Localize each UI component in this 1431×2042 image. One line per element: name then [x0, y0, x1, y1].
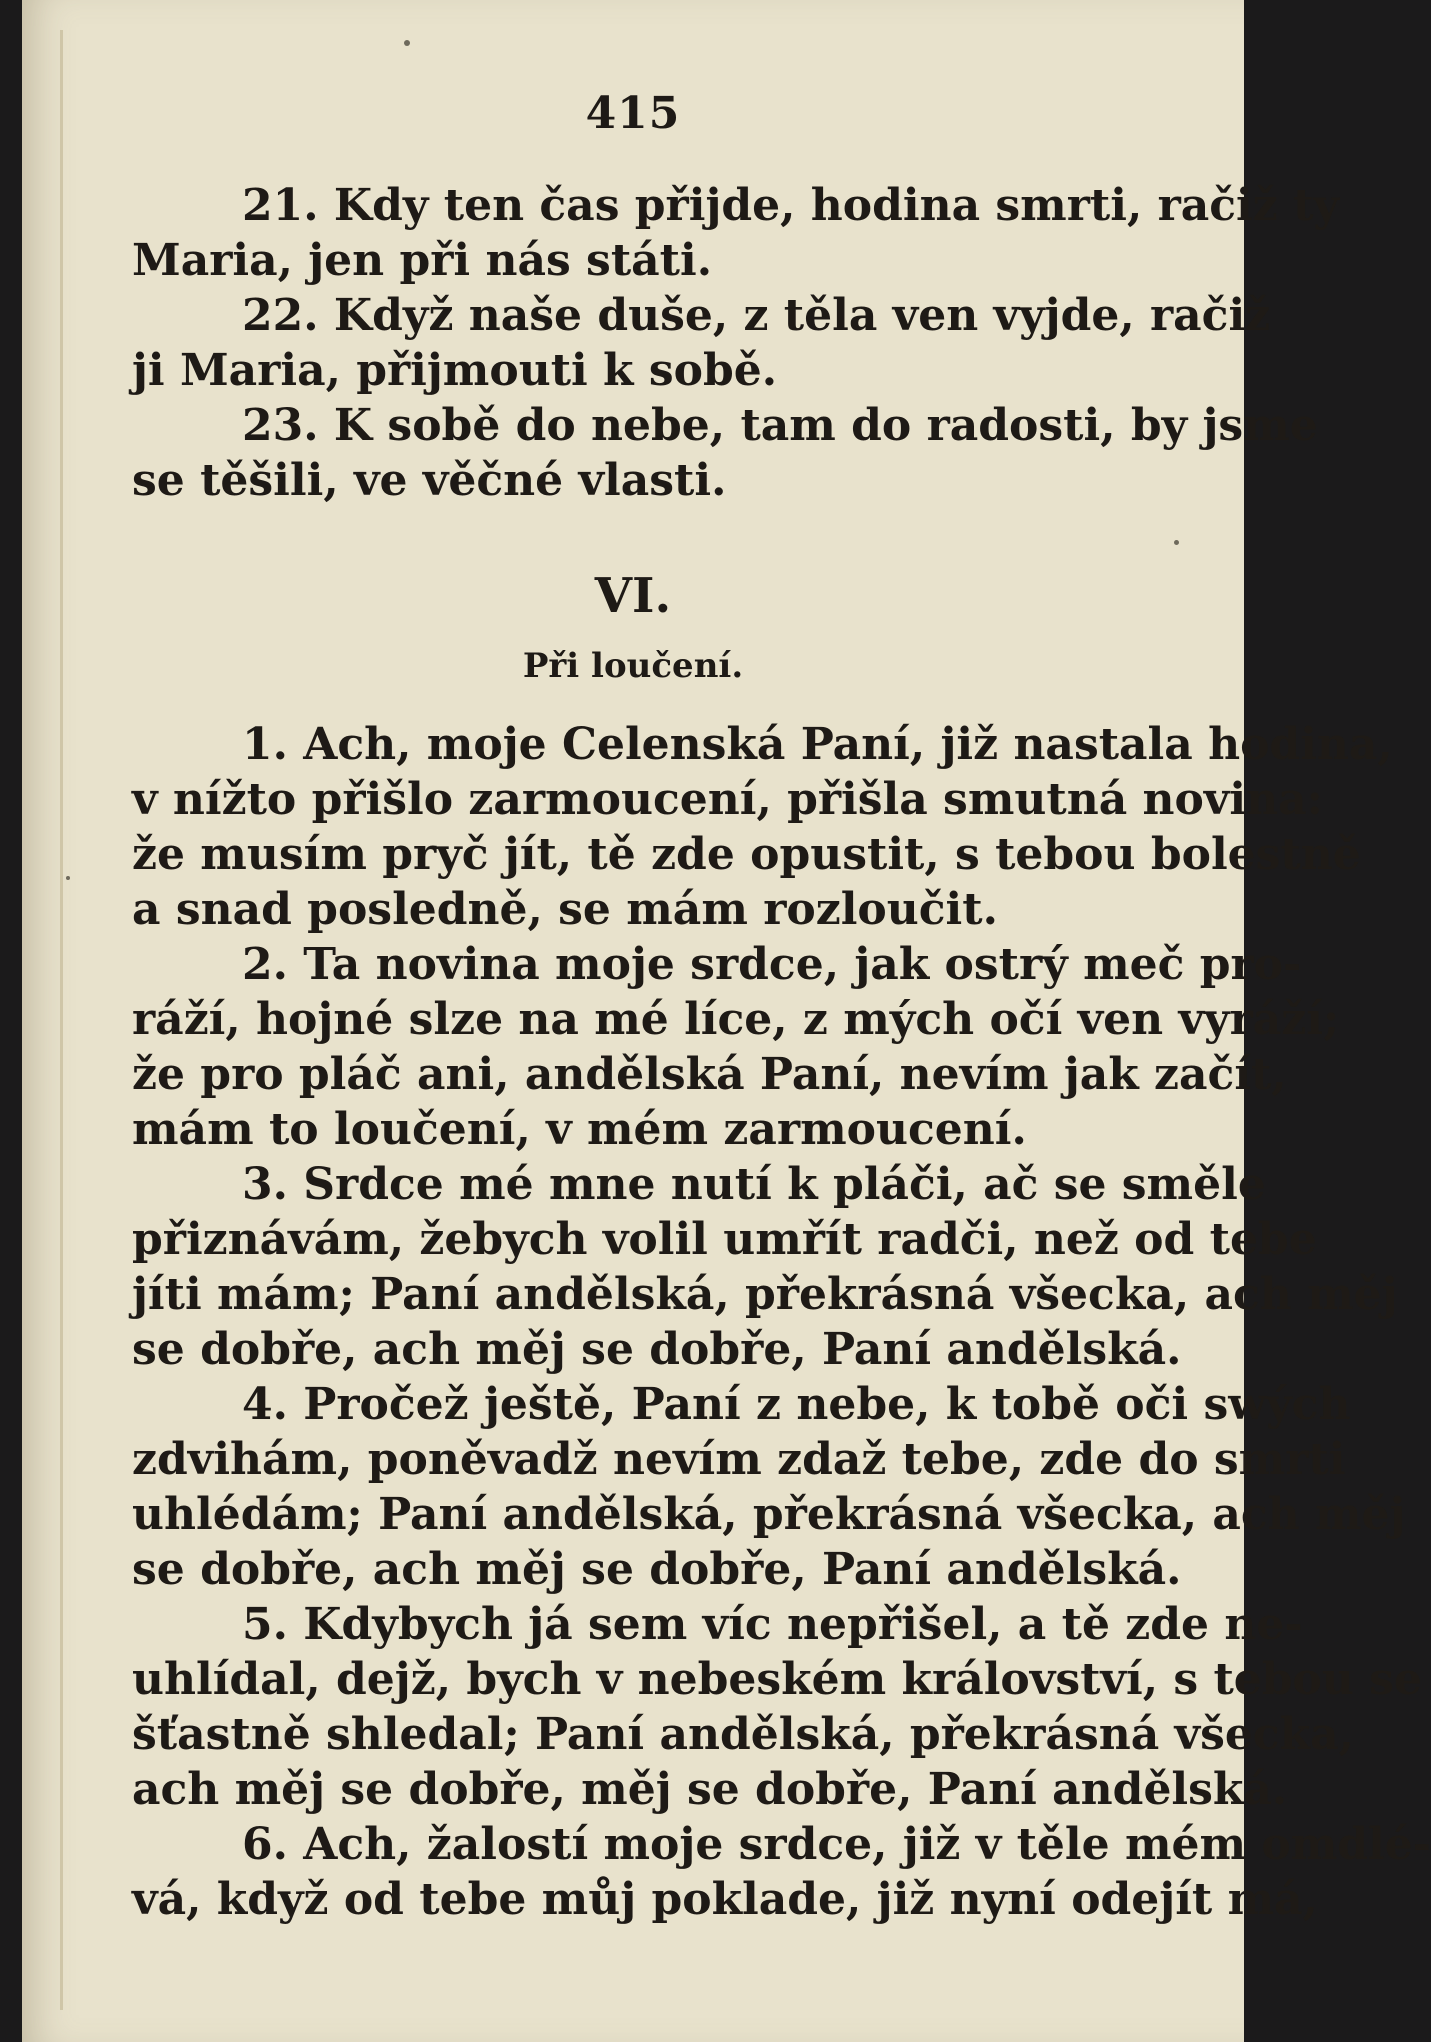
hymn-body: [132, 717, 1431, 1927]
previous-hymn-ending: [132, 178, 1339, 508]
text-line: 23. K sobě do nebe, tam do radosti, by jsme: [242, 400, 1318, 451]
verse-line: uhlédám; Paní andělská, překrásná všecka, ach měj: [132, 1489, 1406, 1540]
verse-line: přiznávám, žebych volil umřít radči, než od tebe: [132, 1214, 1317, 1265]
verse-line: se dobře, ach měj se dobře, Paní andělská.: [132, 1324, 1182, 1375]
text-line: 22. Když naše duše, z těla ven vyjde, račiž: [242, 290, 1271, 341]
verse-line: se dobře, ach měj se dobře, Paní andělská.: [132, 1544, 1182, 1595]
verse-line: zdvihám, poněvadž nevím zdaž tebe, zde do smrti: [132, 1434, 1346, 1485]
verse-line: 1. Ach, moje Celenská Paní, již nastala hodina,: [242, 719, 1393, 770]
page-number: 415: [585, 88, 681, 139]
text-line: 21. Kdy ten čas přijde, hodina smrti, račiž ty: [242, 180, 1339, 231]
verse-line: mám to loučení, v mém zarmoucení.: [132, 1104, 1027, 1155]
verse-line: jíti mám; Paní andělská, překrásná všecka, ach měj: [132, 1269, 1398, 1320]
text-line: Maria, jen při nás státi.: [132, 235, 713, 286]
verse-line: že musím pryč jít, tě zde opustit, s tebou bolestně: [132, 829, 1361, 880]
verse-line: ráží, hojné slze na mé líce, z mých očí ven vyráží;: [132, 994, 1340, 1045]
text-line: se těšili, ve věčné vlasti.: [132, 455, 727, 506]
paper-speck: [66, 876, 70, 880]
verse-line: vá, když od tebe můj poklade, již nyní odejít má,: [132, 1874, 1318, 1925]
verse-line: 6. Ach, žalostí moje srdce, již v těle mém omdlé-: [242, 1819, 1431, 1870]
verse-line: v nížto přišlo zarmoucení, přišla smutná novina:: [132, 774, 1323, 825]
verse-line: 2. Ta novina moje srdce, jak ostrý meč pro-: [242, 939, 1302, 990]
verse-line: a snad posledně, se mám rozloučit.: [132, 884, 998, 935]
verse-line: uhlídal, dejž, bych v nebeském království, s tebou se: [132, 1654, 1422, 1705]
verse-line: 4. Pročež ještě, Paní z nebe, k tobě oči swých: [242, 1379, 1351, 1430]
section-number: VI.: [594, 568, 672, 624]
paper-speck: [404, 40, 410, 46]
page-gutter: [60, 30, 63, 2010]
verse-line: ach měj se dobře, měj se dobře, Paní andělská.: [132, 1764, 1288, 1815]
book-page: [22, 0, 1431, 2042]
text-line: ji Maria, přijmouti k sobě.: [132, 345, 778, 396]
verse-line: šťastně shledal; Paní andělská, překrásná všecka,: [132, 1709, 1354, 1760]
paper-speck: [1174, 540, 1179, 545]
verse-line: 3. Srdce mé mne nutí k pláči, ač se směle: [242, 1159, 1266, 1210]
section-title: Při loučení.: [522, 646, 744, 686]
verse-line: 5. Kdybych já sem víc nepřišel, a tě zde ne-: [242, 1599, 1303, 1650]
verse-line: že pro pláč ani, andělská Paní, nevím jak začít,: [132, 1049, 1287, 1100]
